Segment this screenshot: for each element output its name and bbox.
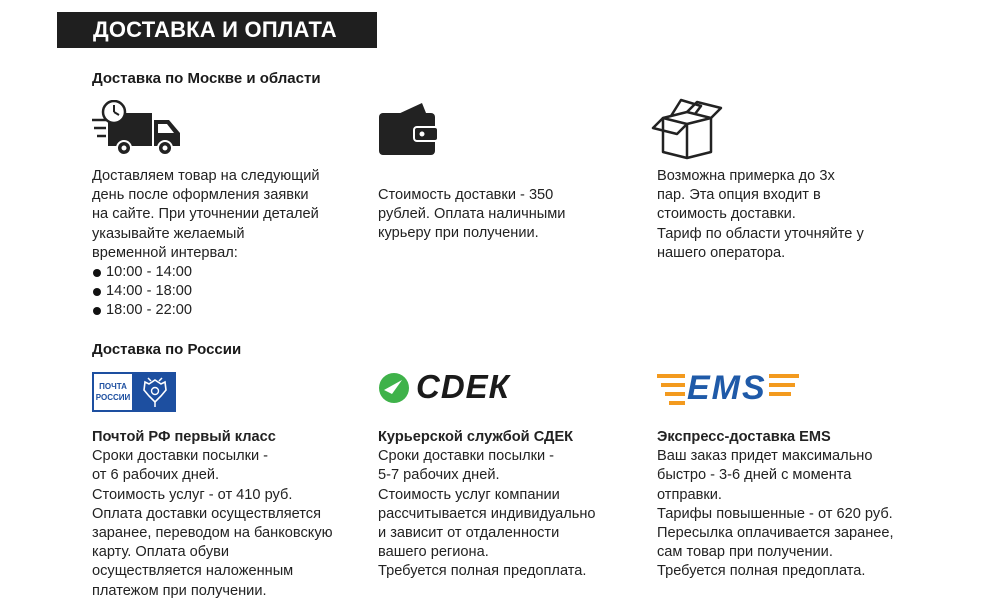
text-line: Стоимость доставки - 350 [378,187,554,203]
text-line: Пересылка оплачивается заранее, [657,525,894,542]
moscow-cost-text [378,186,678,244]
eagle-emblem-icon [134,372,176,412]
text-line: Требуется полная предоплата. [657,563,866,580]
text-line: рассчитывается индивидуально [378,505,596,522]
time-interval-list [92,263,392,321]
moscow-section-title: Доставка по Москве и области [92,70,321,87]
ems-card-title: Экспресс-доставка EMS [657,429,831,445]
text-line: Стоимость услуг - от 410 руб. [92,486,293,503]
wallet-icon [378,101,438,156]
text-line: Доставляем товар на следующий [92,168,320,184]
text-line: Тариф по области уточняйте у [657,225,864,242]
pochta-logo-line: РОССИИ [95,393,131,402]
moscow-delivery-text [92,167,392,321]
text-line: Сроки доставки посылки - [378,448,555,465]
text-line: от 6 рабочих дней. [92,467,220,484]
text-line: Ваш заказ придет максимально [657,448,873,465]
text-line: курьеру при получении. [378,225,539,242]
delivery-truck-icon [92,100,184,158]
text-line: на сайте. При уточнении деталей [92,206,319,223]
text-line: Стоимость услуг компании [378,486,560,503]
text-line: день после оформления заявки [92,187,309,204]
cdek-card-title: Курьерской службой СДЕК [378,429,574,445]
text-line: Оплата доставки осуществляется [92,505,322,522]
text-line: Требуется полная предоплата. [378,563,587,580]
text-line: осуществляется наложенным [92,563,294,580]
text-line: временной интервал: [92,244,238,261]
ems-logo-text: EMS [687,369,767,407]
text-line: нашего оператора. [657,244,786,261]
page-title: ДОСТАВКА И ОПЛАТА [57,12,377,48]
cdek-logo [378,370,528,404]
text-line: 5-7 рабочих дней. [378,467,500,484]
cdek-logo-text: СDЕК [416,368,510,405]
text-line: отправки. [657,486,722,503]
moscow-fitting-text [657,167,957,263]
text-line: карту. Оплата обуви [92,544,230,561]
text-line: Сроки доставки посылки - [92,448,269,465]
pochta-card-title: Почтой РФ первый класс [92,429,276,445]
text-line: быстро - 3-6 дней с момента [657,467,852,484]
cdek-delivery-text [378,428,678,582]
text-line: рублей. Оплата наличными [378,206,566,223]
ems-delivery-text [657,428,957,582]
text-line: пар. Эта опция входит в [657,187,821,204]
text-line: и зависит от отдаленности [378,525,560,542]
pochta-logo-line: ПОЧТА [99,382,127,391]
ems-logo [657,369,807,407]
text-line: заранее, переводом на банковскую [92,525,333,542]
time-interval-item: 18:00 - 22:00 [92,301,392,320]
pochta-rossii-logo [92,372,182,412]
russia-section-title: Доставка по России [92,341,242,358]
text-line: Возможна примерка до 3х [657,168,835,184]
text-line: вашего региона. [378,544,489,561]
text-line: указывайте желаемый [92,225,245,242]
open-box-icon [651,96,723,160]
text-line: Тарифы повышенные - от 620 руб. [657,505,893,522]
time-interval-item: 10:00 - 14:00 [92,263,392,282]
cdek-arrow-icon [378,372,410,404]
text-line: стоимость доставки. [657,206,796,223]
time-interval-item: 14:00 - 18:00 [92,282,392,301]
text-line: платежом при получении. [92,582,267,599]
text-line: сам товар при получении. [657,544,833,561]
pochta-delivery-text [92,428,392,601]
